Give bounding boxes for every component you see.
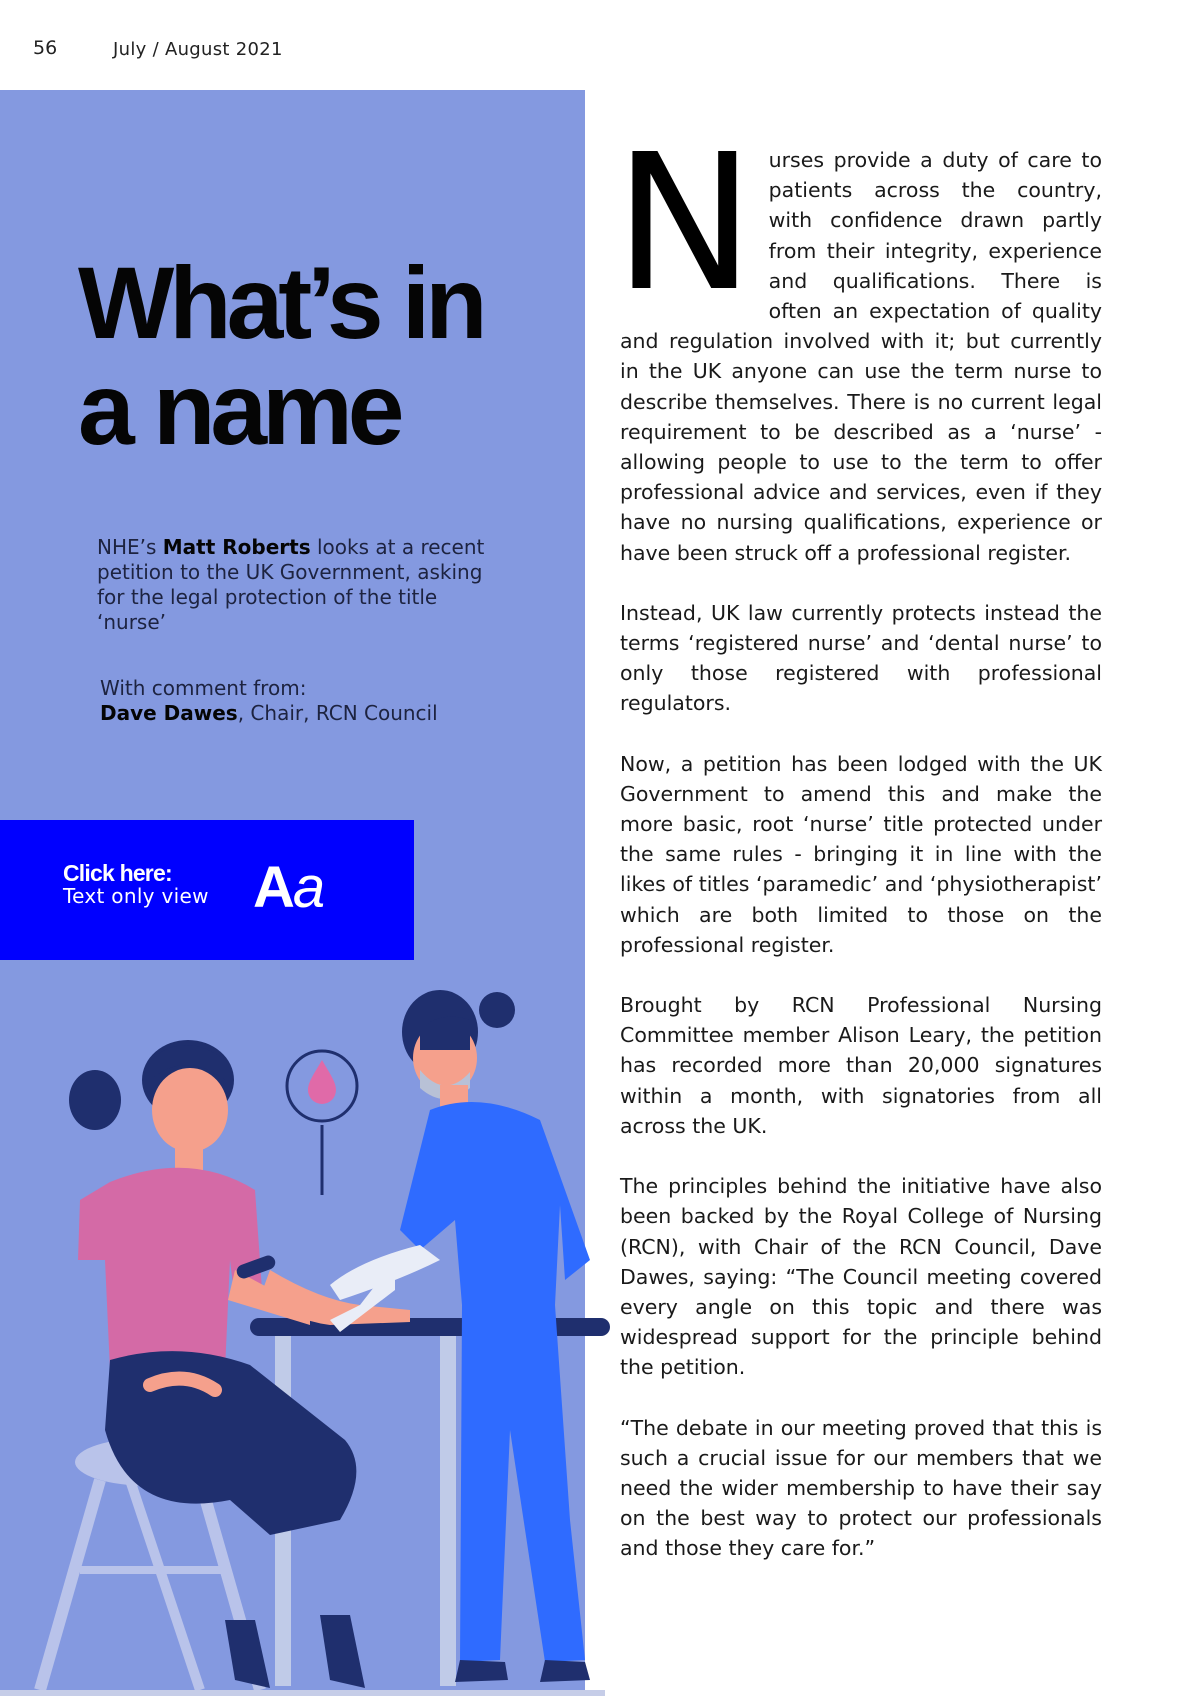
patient [69, 1040, 410, 1688]
commenter-name: Dave Dawes [100, 701, 238, 725]
article-paragraph: Brought by RCN Professional Nursing Committee member Alison Leary, the petition has recorded more than 20,000 signatures within a month, with signatories from all across the UK. [620, 993, 1102, 1138]
comment-label: With comment from: [100, 676, 307, 700]
font-icon-lower: a [292, 855, 324, 920]
button-title: Click here: [63, 860, 172, 886]
paragraph-text: urses provide a duty of care to patients across the country, with confidence drawn partly from their integrity, experience and qualifications. There is often an expectation of quality and regulation involved with it; but currently in the UK anyone can use the term nurse to describe themselves. There is no current legal requirement to be described as a ‘nurse’ - allowing people to use to the term to offer professional advice and services, even if they have no nursing qualifications, experience or have been struck off a professional register. [620, 148, 1102, 565]
blood-drop-icon [287, 1051, 357, 1195]
text-only-view-button[interactable] [0, 820, 414, 960]
page-number: 56 [33, 37, 58, 59]
comment-credit [100, 676, 520, 726]
commenter-role: , Chair, RCN Council [237, 701, 438, 725]
article-paragraph: Now, a petition has been lodged with the UK Government to amend this and make the more basic, root ‘nurse’ title protected under the same rules - bringing it in line with the likes of titles ‘paramedic’ and ‘physiotherapist’ which are both limited to those on the professional register. [620, 751, 1102, 957]
article-body [614, 114, 1102, 1594]
font-size-icon [253, 854, 323, 921]
drop-cap: N [614, 114, 751, 333]
page-header [0, 0, 1200, 90]
standfirst [97, 535, 497, 635]
issue-date: July / August 2021 [113, 39, 283, 60]
font-icon-upper: A [253, 855, 293, 920]
standfirst-text: looks at a recent petition to the UK Government, asking for the legal protection of the title ‘nurse’ [97, 535, 485, 634]
headline-line-2: a name [78, 352, 400, 466]
headline-line-1: What’s in [78, 246, 483, 360]
article-paragraph: The principles behind the initiative have also been backed by the Royal College of Nursing (RCN), with Chair of the RCN Council, Dave Dawes, saying: “The Council meeting covered every angle on this topic and there was widespread support for the principle behind the petition. [620, 1174, 1102, 1380]
article-paragraph: Instead, UK law currently protects instead the terms ‘registered nurse’ and ‘dental nurse’ to only those registered with professional regulators. [620, 600, 1102, 716]
article-paragraph: “The debate in our meeting proved that this is such a crucial issue for our members that we need the wider membership to have their say on the best way to protect our professionals and those they care for.” [620, 1415, 1102, 1561]
article-headline [78, 246, 558, 466]
standfirst-prefix: NHE’s [97, 535, 163, 559]
article-paragraph [614, 114, 1102, 568]
author-name: Matt Roberts [162, 535, 311, 559]
comment-source [100, 701, 520, 726]
nurse-blood-test-illustration [0, 960, 610, 1696]
button-subtitle: Text only view [63, 884, 209, 908]
